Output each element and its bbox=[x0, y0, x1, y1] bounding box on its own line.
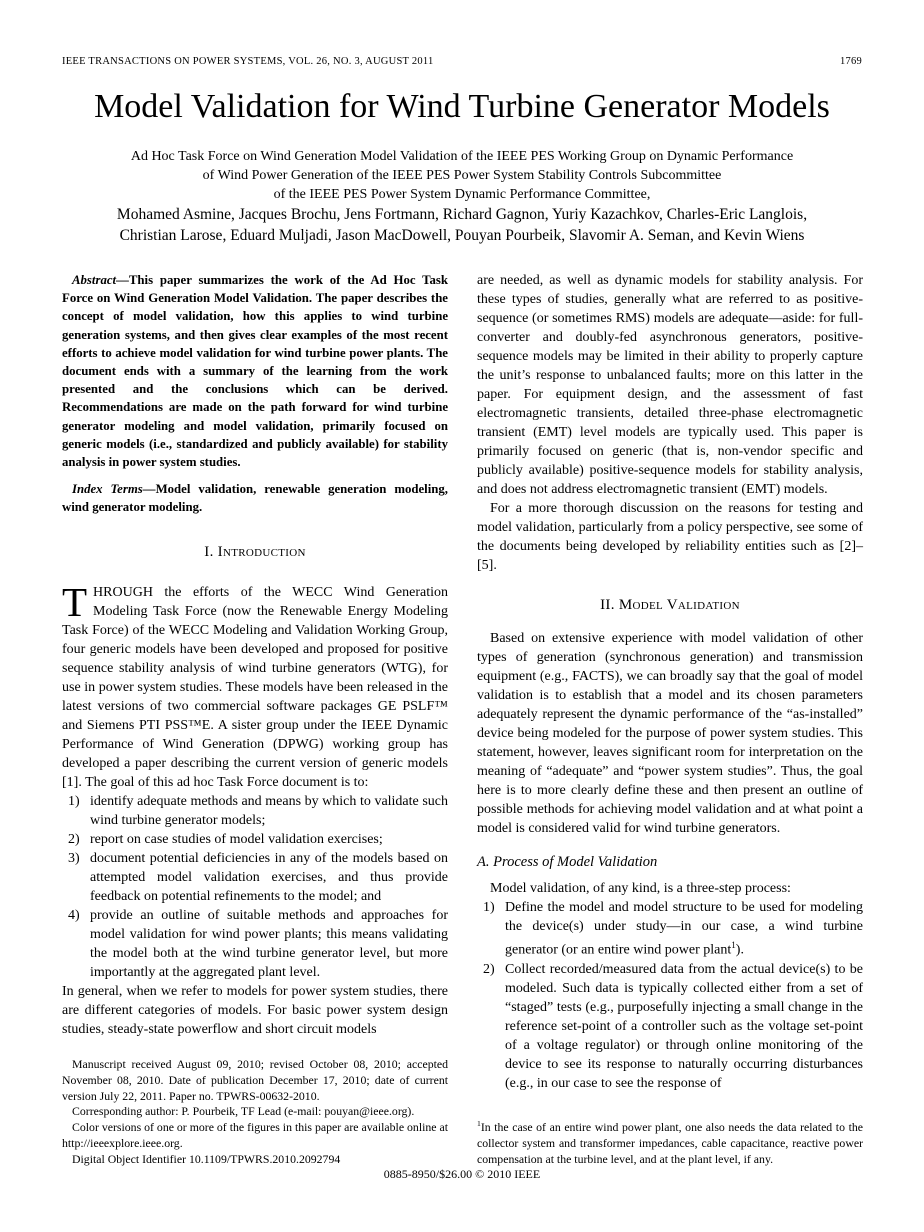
doi-note: Digital Object Identifier 10.1109/TPWRS.2010.2092794 bbox=[72, 1151, 341, 1166]
abstract-label: Abstract— bbox=[72, 273, 129, 287]
right-column bbox=[477, 271, 863, 1093]
intro-paragraph-text: HROUGH the efforts of the WECC Wind Generation Modeling Task Force (now the Renewable Energy Modeling Task Force) of the WECC Modeling and Validation Working Group, four generic models have been developed and proposed for positive sequence stability analysis of wind turbine generators (WTG), for use in power system studies. These models have been released in the latest versions of two commercial software packages GE PSLF™ and Siemens PTI PSS™E. A sister group under the IEEE Dynamic Performance of Wind Generation (DPWG) working group has developed a paper describing the current version of generic models [1]. The goal of this ad hoc Task Force document is to: bbox=[62, 584, 448, 790]
footnote-marker: 1 bbox=[477, 1119, 481, 1128]
list-number: 3) bbox=[68, 850, 80, 866]
byline bbox=[0, 147, 924, 246]
authors-line: Mohamed Asmine, Jacques Brochu, Jens Fortmann, Richard Gagnon, Yuriy Kazachkov, Charles-Eric Langlois, bbox=[116, 206, 808, 223]
byline-line: of Wind Power Generation of the IEEE PES Power System Stability Controls Subcommittee bbox=[202, 168, 722, 183]
footnote-reference: 1 bbox=[731, 940, 736, 950]
list-text-after: ). bbox=[735, 942, 744, 958]
journal-header: IEEE TRANSACTIONS ON POWER SYSTEMS, VOL. 26, NO. 3, AUGUST 2011 bbox=[62, 56, 434, 67]
list-item bbox=[62, 906, 448, 982]
list-text: report on case studies of model validation exercises; bbox=[90, 831, 383, 847]
page-number: 1769 bbox=[840, 56, 862, 67]
color-versions-note: Color versions of one or more of the figures in this paper are available online at http://ieeexplore.ieee.org. bbox=[62, 1120, 448, 1150]
list-number: 1) bbox=[68, 793, 80, 809]
plant-footnote bbox=[477, 1116, 863, 1167]
index-terms-text: Model validation, renewable generation modeling, wind generator modeling. bbox=[62, 482, 449, 515]
abstract bbox=[62, 271, 448, 471]
paper-title: Model Validation for Wind Turbine Generator Models bbox=[94, 88, 830, 125]
section-heading-introduction: I. Introduction bbox=[204, 543, 306, 560]
authors-line: Christian Larose, Eduard Muljadi, Jason MacDowell, Pouyan Pourbeik, Slavomir A. Seman, and Kevin Wiens bbox=[119, 227, 805, 244]
left-column bbox=[62, 271, 448, 1039]
list-text: Collect recorded/measured data from the actual device(s) to be modeled. Such data is typically collected either from a set of “staged” tests (e.g., purposefully injecting a small change in the reference set-point of a controller such as the voltage set-point of a voltage regulator) or through online monitoring of the device to see its response to naturally occurring disturbances (e.g., in our case to see the response of bbox=[505, 961, 863, 1091]
continuation-paragraph: are needed, as well as dynamic models for stability analysis. For these types of studies, generally what are referred to as positive-sequence (or sometimes RMS) models are adequate—aside: for full-converter and doubly-fed asynchronous generators, positive-sequence models may be limited in their ability to properly capture the unit’s response to unbalanced faults; more on this latter in the paper. For equipment design, and the assessment of fast electromagnetic transients, detailed three-phase electromagnetic transient (EMT) level models are typically used. This paper is primarily focused on generic (that is, non-vendor specific and publicly available) positive-sequence models for stability analysis, and does not address electromagnetic transient (EMT) models. bbox=[477, 273, 863, 497]
list-item bbox=[62, 849, 448, 906]
list-text: identify adequate methods and means by which to validate such wind turbine generator models; bbox=[90, 793, 448, 828]
byline-line: of the IEEE PES Power System Dynamic Performance Committee, bbox=[273, 187, 651, 202]
footer-copyright: 0885-8950/$26.00 © 2010 IEEE bbox=[383, 1167, 541, 1181]
running-header bbox=[62, 56, 862, 67]
manuscript-note: Manuscript received August 09, 2010; revised October 08, 2010; accepted November 08, 2010. Date of publication December 17, 2010; date of current version July 22, 2011. Paper no. TPWRS-00632-2010. bbox=[62, 1057, 448, 1103]
list-text: provide an outline of suitable methods and approaches for model validation for wind power plants; this means validating the model both at the wind turbine generator level, but more importantly at the aggregated plant level. bbox=[90, 907, 448, 980]
body-paragraph: Based on extensive experience with model validation of other types of generation (synchronous generation) and transmission equipment (e.g., FACTS), we can broadly say that the goal of model validation is to establish that a model and its chosen parameters adequately represent the dynamic performance of the “as-installed” device being modeled for the purpose of power system studies. This statement, however, leaves significant room for interpretation on the meaning of “adequate” and “power system studies”. Thus, the goal here is to more clearly define these and then present an outline of possible methods for achieving model validation and at what point a model is considered valid for wind turbine generators. bbox=[477, 631, 863, 836]
index-terms-label: Index Terms— bbox=[72, 482, 156, 497]
list-item bbox=[62, 830, 448, 849]
byline-line: Ad Hoc Task Force on Wind Generation Model Validation of the IEEE PES Working Group on Dynamic Performance bbox=[130, 149, 794, 164]
list-item bbox=[62, 792, 448, 830]
list-number: 4) bbox=[68, 907, 80, 923]
list-number: 1) bbox=[483, 900, 495, 915]
list-text: Define the model and model structure to be used for modeling the device(s) under study—in our case, a wind turbine generator (or an entire wind power plant bbox=[505, 900, 863, 958]
continuation-paragraph: In general, when we refer to models for power system studies, there are different categories of models. For basic power system design studies, steady-state powerflow and short circuit models bbox=[62, 983, 448, 1037]
footnotes-block bbox=[62, 1057, 448, 1168]
body-paragraph: Model validation, of any kind, is a three-step process: bbox=[490, 881, 791, 896]
list-number: 2) bbox=[68, 831, 80, 847]
body-paragraph: For a more thorough discussion on the reasons for testing and model validation, particularly from a policy perspective, see some of the documents being developed by reliability entities such as [2]–[5]. bbox=[477, 501, 863, 573]
subsection-heading-process: A. Process of Model Validation bbox=[477, 854, 658, 870]
list-number: 2) bbox=[483, 961, 495, 977]
list-item bbox=[477, 960, 863, 1093]
dropcap: T bbox=[62, 578, 88, 625]
index-terms bbox=[62, 480, 448, 516]
abstract-text: This paper summarizes the work of the Ad Hoc Task Force on Wind Generation Model Validation. The paper describes the concept of model validation, how this applies to wind turbine generation systems, and then gives clear examples of the most recent efforts to achieve model validation for wind turbine power plants. The document ends with a summary of the learning from the work presented and the conclusions which can be derived. Recommendations are made on the path forward for wind turbine generator modeling and model validation, primarily focused on generic models (i.e., standardized and publicly available) for stability analysis in power system studies. bbox=[62, 273, 448, 470]
list-item bbox=[477, 898, 863, 960]
corresponding-author-note: Corresponding author: P. Pourbeik, TF Lead (e-mail: pouyan@ieee.org). bbox=[72, 1104, 415, 1119]
intro-paragraph bbox=[62, 578, 448, 792]
footnote-text: In the case of an entire wind power plant, one also needs the data related to the collector system and transformer impedances, cable capacitance, reactive power compensation at the turbine level, and at the plant level, if any. bbox=[477, 1119, 863, 1166]
section-heading-model-validation: II. Model Validation bbox=[600, 597, 740, 613]
list-text: document potential deficiencies in any of the models based on attempted model validation exercises, and thus provide feedback on potential refinements to the model; and bbox=[90, 850, 448, 904]
